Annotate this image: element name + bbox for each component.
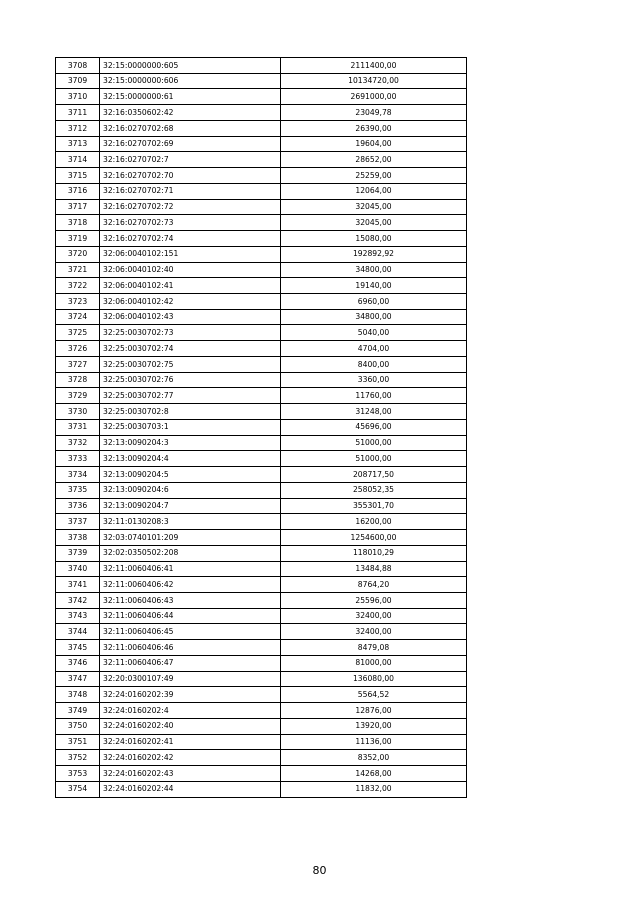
row-number-cell: 3736 — [56, 498, 100, 514]
value-cell: 81000,00 — [281, 655, 467, 671]
cadastral-number-cell: 32:03:0740101:209 — [100, 530, 281, 546]
table-row — [56, 781, 467, 797]
row-number-cell: 3725 — [56, 325, 100, 341]
table-row — [56, 246, 467, 262]
table-row — [56, 530, 467, 546]
row-number-cell: 3743 — [56, 608, 100, 624]
value-cell: 12876,00 — [281, 703, 467, 719]
table-row — [56, 703, 467, 719]
value-cell: 25259,00 — [281, 168, 467, 184]
table-row — [56, 262, 467, 278]
cadastral-number-cell: 32:16:0270702:71 — [100, 183, 281, 199]
table-row — [56, 655, 467, 671]
cadastral-number-cell: 32:25:0030702:77 — [100, 388, 281, 404]
value-cell: 34800,00 — [281, 262, 467, 278]
row-number-cell: 3714 — [56, 152, 100, 168]
value-cell: 34800,00 — [281, 309, 467, 325]
row-number-cell: 3741 — [56, 577, 100, 593]
table-row — [56, 89, 467, 105]
value-cell: 11136,00 — [281, 734, 467, 750]
row-number-cell: 3712 — [56, 120, 100, 136]
table-row — [56, 136, 467, 152]
value-cell: 19604,00 — [281, 136, 467, 152]
cadastral-number-cell: 32:16:0270702:68 — [100, 120, 281, 136]
value-cell: 13920,00 — [281, 718, 467, 734]
value-cell: 12064,00 — [281, 183, 467, 199]
value-cell: 13484,88 — [281, 561, 467, 577]
cadastral-number-cell: 32:11:0060406:43 — [100, 592, 281, 608]
row-number-cell: 3738 — [56, 530, 100, 546]
cadastral-number-cell: 32:13:0090204:3 — [100, 435, 281, 451]
table-row — [56, 766, 467, 782]
cadastral-number-cell: 32:25:0030702:73 — [100, 325, 281, 341]
value-cell: 32045,00 — [281, 215, 467, 231]
value-cell: 16200,00 — [281, 514, 467, 530]
value-cell: 8400,00 — [281, 356, 467, 372]
row-number-cell: 3745 — [56, 640, 100, 656]
cadastral-number-cell: 32:06:0040102:40 — [100, 262, 281, 278]
value-cell: 26390,00 — [281, 120, 467, 136]
value-cell: 25596,00 — [281, 592, 467, 608]
row-number-cell: 3723 — [56, 294, 100, 310]
value-cell: 2111400,00 — [281, 58, 467, 74]
table-row — [56, 592, 467, 608]
row-number-cell: 3751 — [56, 734, 100, 750]
row-number-cell: 3734 — [56, 467, 100, 483]
table-row — [56, 152, 467, 168]
cadastral-number-cell: 32:13:0090204:7 — [100, 498, 281, 514]
value-cell: 8479,08 — [281, 640, 467, 656]
cadastral-number-cell: 32:15:0000000:605 — [100, 58, 281, 74]
cadastral-number-cell: 32:24:0160202:43 — [100, 766, 281, 782]
value-cell: 32400,00 — [281, 624, 467, 640]
value-cell: 5564,52 — [281, 687, 467, 703]
cadastral-number-cell: 32:16:0270702:73 — [100, 215, 281, 231]
cadastral-number-cell: 32:20:0300107:49 — [100, 671, 281, 687]
cadastral-number-cell: 32:16:0270702:69 — [100, 136, 281, 152]
value-cell: 136080,00 — [281, 671, 467, 687]
cadastral-number-cell: 32:11:0060406:47 — [100, 655, 281, 671]
value-cell: 11832,00 — [281, 781, 467, 797]
row-number-cell: 3727 — [56, 356, 100, 372]
cadastral-number-cell: 32:25:0030702:76 — [100, 372, 281, 388]
value-cell: 3360,00 — [281, 372, 467, 388]
value-cell: 8352,00 — [281, 750, 467, 766]
cadastral-number-cell: 32:15:0000000:61 — [100, 89, 281, 105]
table-row — [56, 168, 467, 184]
cadastral-number-cell: 32:25:0030702:8 — [100, 404, 281, 420]
value-cell: 31248,00 — [281, 404, 467, 420]
row-number-cell: 3750 — [56, 718, 100, 734]
cadastral-number-cell: 32:06:0040102:41 — [100, 278, 281, 294]
row-number-cell: 3733 — [56, 451, 100, 467]
row-number-cell: 3710 — [56, 89, 100, 105]
value-cell: 208717,50 — [281, 467, 467, 483]
row-number-cell: 3724 — [56, 309, 100, 325]
cadastral-value-table — [55, 57, 467, 798]
cadastral-number-cell: 32:24:0160202:44 — [100, 781, 281, 797]
table-row — [56, 687, 467, 703]
row-number-cell: 3719 — [56, 231, 100, 247]
value-cell: 355301,70 — [281, 498, 467, 514]
table-row — [56, 498, 467, 514]
table-row — [56, 199, 467, 215]
row-number-cell: 3731 — [56, 419, 100, 435]
row-number-cell: 3722 — [56, 278, 100, 294]
table-row — [56, 309, 467, 325]
row-number-cell: 3721 — [56, 262, 100, 278]
row-number-cell: 3732 — [56, 435, 100, 451]
row-number-cell: 3746 — [56, 655, 100, 671]
table-row — [56, 577, 467, 593]
cadastral-number-cell: 32:13:0090204:4 — [100, 451, 281, 467]
table-row — [56, 341, 467, 357]
row-number-cell: 3718 — [56, 215, 100, 231]
row-number-cell: 3735 — [56, 482, 100, 498]
cadastral-number-cell: 32:24:0160202:42 — [100, 750, 281, 766]
table-row — [56, 294, 467, 310]
row-number-cell: 3726 — [56, 341, 100, 357]
row-number-cell: 3717 — [56, 199, 100, 215]
row-number-cell: 3709 — [56, 73, 100, 89]
cadastral-number-cell: 32:11:0060406:45 — [100, 624, 281, 640]
value-cell: 23049,78 — [281, 105, 467, 121]
cadastral-number-cell: 32:25:0030702:75 — [100, 356, 281, 372]
row-number-cell: 3742 — [56, 592, 100, 608]
row-number-cell: 3740 — [56, 561, 100, 577]
row-number-cell: 3713 — [56, 136, 100, 152]
cadastral-number-cell: 32:24:0160202:40 — [100, 718, 281, 734]
table-row — [56, 671, 467, 687]
row-number-cell: 3747 — [56, 671, 100, 687]
table-row — [56, 624, 467, 640]
value-cell: 1254600,00 — [281, 530, 467, 546]
value-cell: 118010,29 — [281, 545, 467, 561]
table-row — [56, 608, 467, 624]
table-row — [56, 356, 467, 372]
cadastral-number-cell: 32:16:0270702:72 — [100, 199, 281, 215]
value-cell: 192892,92 — [281, 246, 467, 262]
cadastral-number-cell: 32:06:0040102:151 — [100, 246, 281, 262]
value-cell: 258052,35 — [281, 482, 467, 498]
cadastral-number-cell: 32:16:0270702:74 — [100, 231, 281, 247]
table-row — [56, 545, 467, 561]
row-number-cell: 3748 — [56, 687, 100, 703]
cadastral-number-cell: 32:06:0040102:43 — [100, 309, 281, 325]
table-row — [56, 451, 467, 467]
cadastral-number-cell: 32:25:0030703:1 — [100, 419, 281, 435]
value-cell: 2691000,00 — [281, 89, 467, 105]
cadastral-number-cell: 32:11:0060406:41 — [100, 561, 281, 577]
row-number-cell: 3720 — [56, 246, 100, 262]
value-cell: 5040,00 — [281, 325, 467, 341]
table-row — [56, 561, 467, 577]
table-row — [56, 58, 467, 74]
cadastral-number-cell: 32:15:0000000:606 — [100, 73, 281, 89]
row-number-cell: 3749 — [56, 703, 100, 719]
row-number-cell: 3754 — [56, 781, 100, 797]
row-number-cell: 3715 — [56, 168, 100, 184]
cadastral-number-cell: 32:06:0040102:42 — [100, 294, 281, 310]
row-number-cell: 3708 — [56, 58, 100, 74]
value-cell: 4704,00 — [281, 341, 467, 357]
value-cell: 32045,00 — [281, 199, 467, 215]
cadastral-number-cell: 32:16:0270702:70 — [100, 168, 281, 184]
row-number-cell: 3737 — [56, 514, 100, 530]
table-row — [56, 482, 467, 498]
value-cell: 32400,00 — [281, 608, 467, 624]
value-cell: 45696,00 — [281, 419, 467, 435]
value-cell: 51000,00 — [281, 435, 467, 451]
value-cell: 51000,00 — [281, 451, 467, 467]
table-row — [56, 734, 467, 750]
value-cell: 11760,00 — [281, 388, 467, 404]
table-row — [56, 325, 467, 341]
cadastral-number-cell: 32:13:0090204:5 — [100, 467, 281, 483]
table-row — [56, 718, 467, 734]
table-row — [56, 404, 467, 420]
cadastral-number-cell: 32:25:0030702:74 — [100, 341, 281, 357]
table-row — [56, 183, 467, 199]
value-cell: 8764,20 — [281, 577, 467, 593]
row-number-cell: 3730 — [56, 404, 100, 420]
cadastral-number-cell: 32:11:0130208:3 — [100, 514, 281, 530]
value-cell: 28652,00 — [281, 152, 467, 168]
cadastral-number-cell: 32:16:0270702:7 — [100, 152, 281, 168]
table-row — [56, 419, 467, 435]
cadastral-number-cell: 32:24:0160202:4 — [100, 703, 281, 719]
cadastral-number-cell: 32:13:0090204:6 — [100, 482, 281, 498]
row-number-cell: 3753 — [56, 766, 100, 782]
table-row — [56, 640, 467, 656]
cadastral-number-cell: 32:16:0350602:42 — [100, 105, 281, 121]
table-row — [56, 278, 467, 294]
value-cell: 10134720,00 — [281, 73, 467, 89]
table-row — [56, 514, 467, 530]
table-row — [56, 388, 467, 404]
cadastral-number-cell: 32:11:0060406:44 — [100, 608, 281, 624]
row-number-cell: 3711 — [56, 105, 100, 121]
cadastral-number-cell: 32:11:0060406:42 — [100, 577, 281, 593]
table-row — [56, 120, 467, 136]
page-number: 80 — [312, 864, 327, 877]
table-row — [56, 750, 467, 766]
value-cell: 6960,00 — [281, 294, 467, 310]
table-row — [56, 231, 467, 247]
row-number-cell: 3752 — [56, 750, 100, 766]
row-number-cell: 3729 — [56, 388, 100, 404]
table-row — [56, 372, 467, 388]
table-row — [56, 435, 467, 451]
table-row — [56, 73, 467, 89]
value-cell: 19140,00 — [281, 278, 467, 294]
table-row — [56, 105, 467, 121]
cadastral-number-cell: 32:02:0350502:208 — [100, 545, 281, 561]
value-cell: 14268,00 — [281, 766, 467, 782]
value-cell: 15080,00 — [281, 231, 467, 247]
row-number-cell: 3744 — [56, 624, 100, 640]
cadastral-number-cell: 32:11:0060406:46 — [100, 640, 281, 656]
row-number-cell: 3739 — [56, 545, 100, 561]
table-row — [56, 467, 467, 483]
cadastral-number-cell: 32:24:0160202:41 — [100, 734, 281, 750]
table-row — [56, 215, 467, 231]
cadastral-number-cell: 32:24:0160202:39 — [100, 687, 281, 703]
row-number-cell: 3716 — [56, 183, 100, 199]
table-body — [56, 58, 467, 798]
row-number-cell: 3728 — [56, 372, 100, 388]
